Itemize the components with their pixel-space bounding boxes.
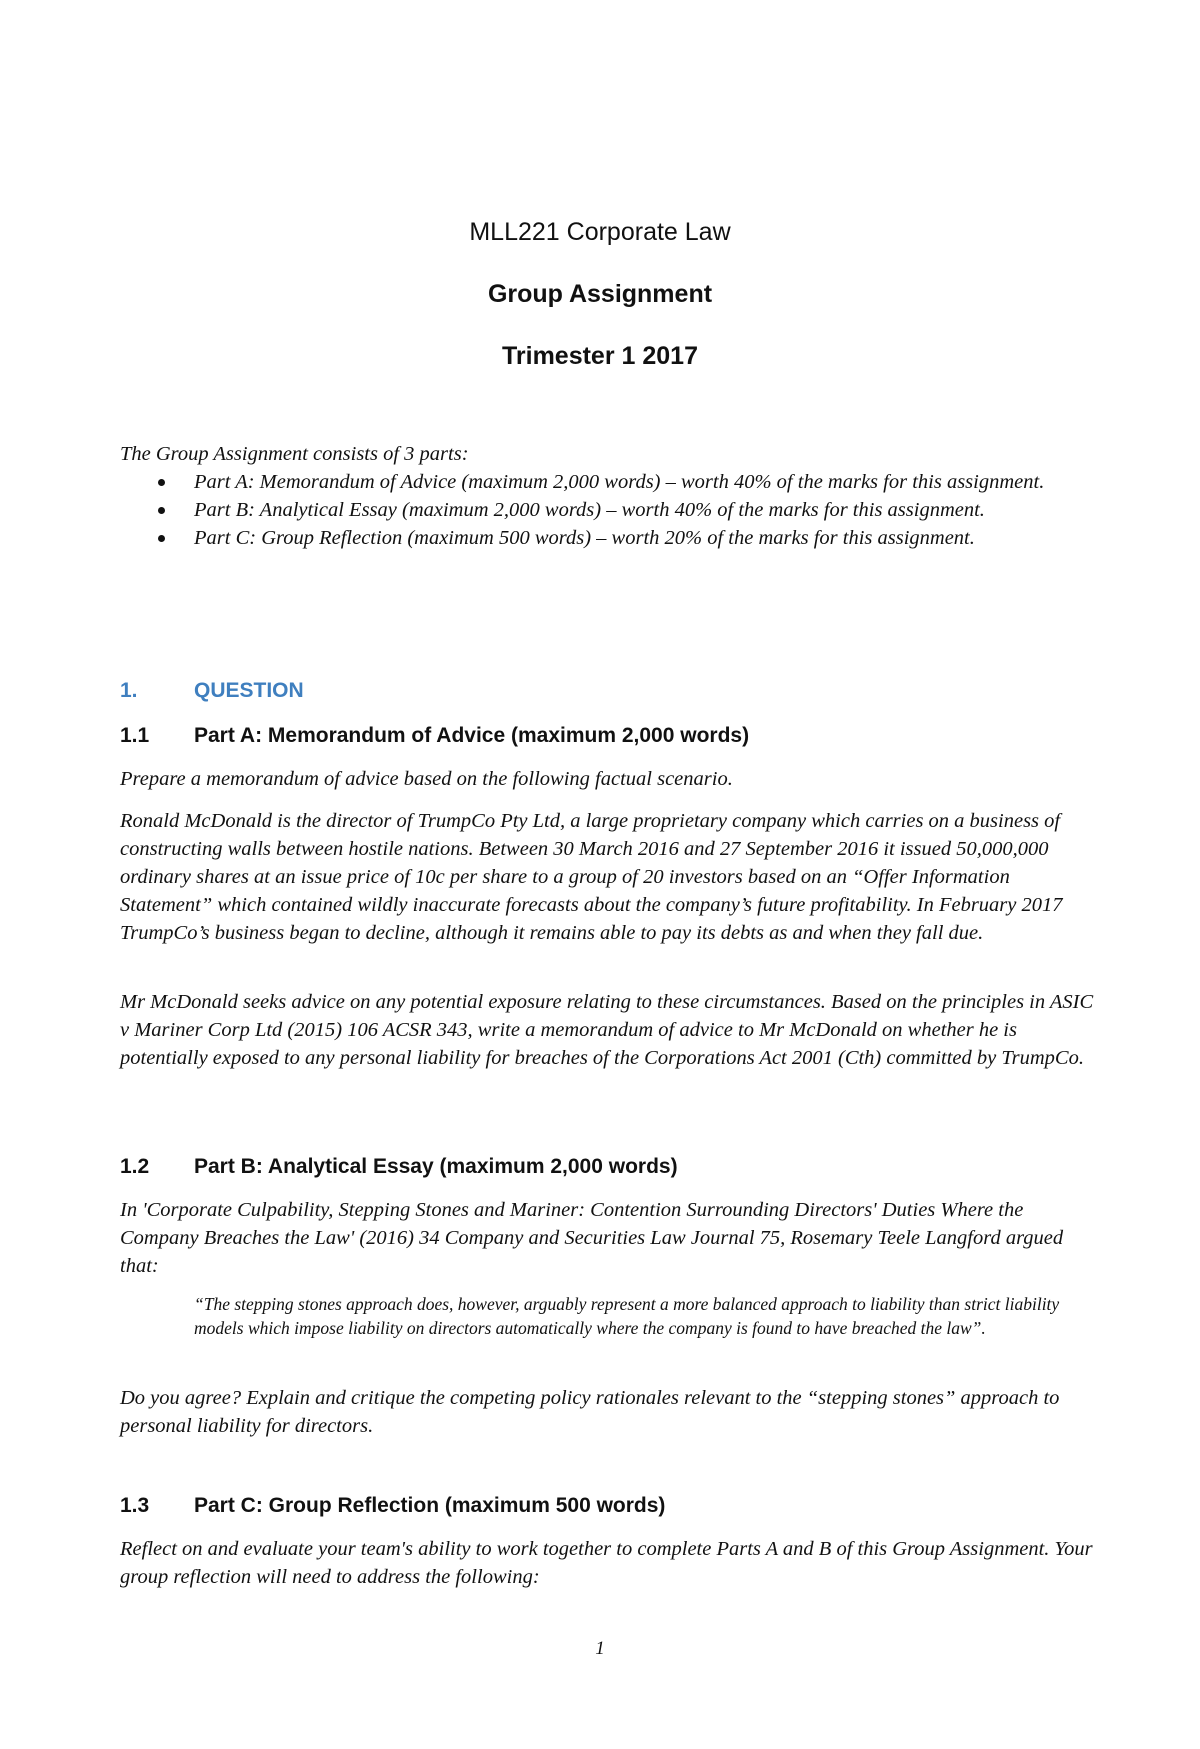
part-a-instruction: Prepare a memorandum of advice based on the following factual scenario. <box>120 768 733 790</box>
bullet-icon <box>158 507 165 514</box>
bullet-icon <box>158 535 165 542</box>
assignment-title: Group Assignment <box>487 280 713 308</box>
list-item <box>120 468 1100 496</box>
part-a-task: Mr McDonald seeks advice on any potential exposure relating to these circumstances. Based on the principles in ASIC v Mariner Corp Ltd (2015) 106 ACSR 343, write a memorandum of advice to Mr McDonald on whether he is potentially exposed to any personal liability for breaches of the Corporations Act 2001 (Cth) committed by TrumpCo. <box>120 991 1094 1069</box>
section-number: 1. <box>120 679 138 702</box>
term-title: Trimester 1 2017 <box>502 342 698 370</box>
part-c-heading <box>120 1494 665 1518</box>
part-c-instruction: Reflect on and evaluate your team's ability to work together to complete Parts A and B of this Group Assignment. Your group reflection will need to address the following: <box>120 1538 1093 1588</box>
part-b-heading <box>120 1155 678 1179</box>
part-b-summary: Part B: Analytical Essay (maximum 2,000 words) – worth 40% of the marks for this assignment. <box>194 499 985 521</box>
part-c-summary: Part C: Group Reflection (maximum 500 words) – worth 20% of the marks for this assignment. <box>194 527 975 549</box>
list-item <box>120 496 1100 524</box>
list-item <box>120 524 1100 552</box>
part-a-scenario: Ronald McDonald is the director of TrumpCo Pty Ltd, a large proprietary company which carries on a business of constructing walls between hostile nations. Between 30 March 2016 and 27 September 2016 it issued 50,000,000 ordinary shares at an issue price of 10c per share to a group of 20 investors based on an “Offer Information Statement” which contained wildly inaccurate forecasts about the company’s future profitability. In February 2017 TrumpCo’s business began to decline, although it remains able to pay its debts as and when they fall due. <box>120 810 1063 944</box>
page-number: 1 <box>595 1638 605 1659</box>
part-a-summary: Part A: Memorandum of Advice (maximum 2,000 words) – worth 40% of the marks for this assignment. <box>194 471 1045 493</box>
part-a-heading <box>120 724 749 748</box>
part-b-question: Do you agree? Explain and critique the competing policy rationales relevant to the “stepping stones” approach to personal liability for directors. <box>120 1387 1060 1437</box>
part-b-title: Part B: Analytical Essay (maximum 2,000 words) <box>194 1155 678 1178</box>
part-a-title: Part A: Memorandum of Advice (maximum 2,000 words) <box>194 724 750 747</box>
section-heading <box>120 679 304 703</box>
intro-lead: The Group Assignment consists of 3 parts: <box>120 443 469 465</box>
course-title: MLL221 Corporate Law <box>469 218 731 246</box>
part-b-intro: In 'Corporate Culpability, Stepping Stones and Mariner: Contention Surrounding Directors' Duties Where the Company Breaches the Law' (2016) 34 Company and Securities Law Journal 75, Rosemary Teele Langford argued that: <box>120 1199 1064 1277</box>
part-c-number: 1.3 <box>120 1494 150 1517</box>
part-a-number: 1.1 <box>120 724 150 747</box>
parts-list <box>120 468 1100 552</box>
part-b-number: 1.2 <box>120 1155 150 1178</box>
part-c-title: Part C: Group Reflection (maximum 500 words) <box>194 1494 666 1517</box>
section-title: QUESTION <box>194 679 304 702</box>
part-b-quote: “The stepping stones approach does, however, arguably represent a more balanced approach to liability than strict liability models which impose liability on directors automatically where the company is found to have breached the law”. <box>194 1294 1060 1338</box>
bullet-icon <box>158 479 165 486</box>
